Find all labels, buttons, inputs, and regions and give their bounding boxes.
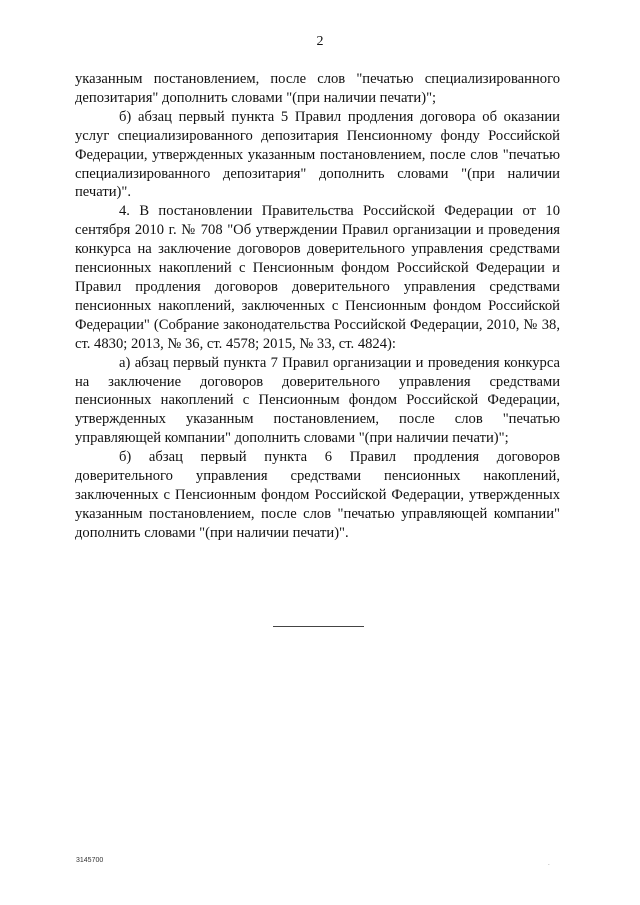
corner-mark: . [548, 859, 550, 867]
paragraph-subitem-b-extension: б) абзац первый пункта 6 Правил продления договоров доверительного управления средствами пенсионных накоплений, заключенных с Пенсионным фондом Российской Федерации, утвержденных указанным постановлением, после слов "печатью управляющей компании" дополнить словами "(при наличии печати)". [75, 449, 560, 541]
paragraph-continuation: указанным постановлением, после слов "печатью специализированного депозитария" дополнить словами "(при наличии печати)"; [75, 71, 560, 106]
page-number: 2 [316, 34, 324, 49]
paragraph-subitem-b-depository: б) абзац первый пункта 5 Правил продления договора об оказании услуг специализированного депозитария Пенсионному фонду Российской Федерации, утвержденных указанным постановлением, после слов "печатью специализированного депозитария" дополнить словами "(при наличии печати)". [75, 108, 560, 201]
paragraph-item-4: 4. В постановлении Правительства Российской Федерации от 10 сентября 2010 г. № 708 "Об утверждении Правил организации и проведения конкурса на заключение договоров доверительного управления средствами пенсионных накоплений с Пенсионным фондом Российской Федерации и Правил продления договоров доверительного управления средствами пенсионных накоплений, заключенных с Пенсионным фондом Российской Федерации" (Собрание законодательства Российской Федерации, 2010, № 38, ст. 4830; 2013, № 36, ст. 4578; 2015, № 33, ст. 4824): [75, 203, 560, 352]
document-code: 3145700 [76, 857, 104, 864]
paragraph-subitem-a-competition: а) абзац первый пункта 7 Правил организации и проведения конкурса на заключение договоров доверительного управления средствами пенсионных накоплений с Пенсионным фондом Российской Федерации, утвержденных указанным постановлением, после слов "печатью управляющей компании" дополнить словами "(при наличии печати)"; [75, 354, 560, 447]
end-separator-line [273, 626, 364, 627]
document-body [75, 70, 560, 543]
